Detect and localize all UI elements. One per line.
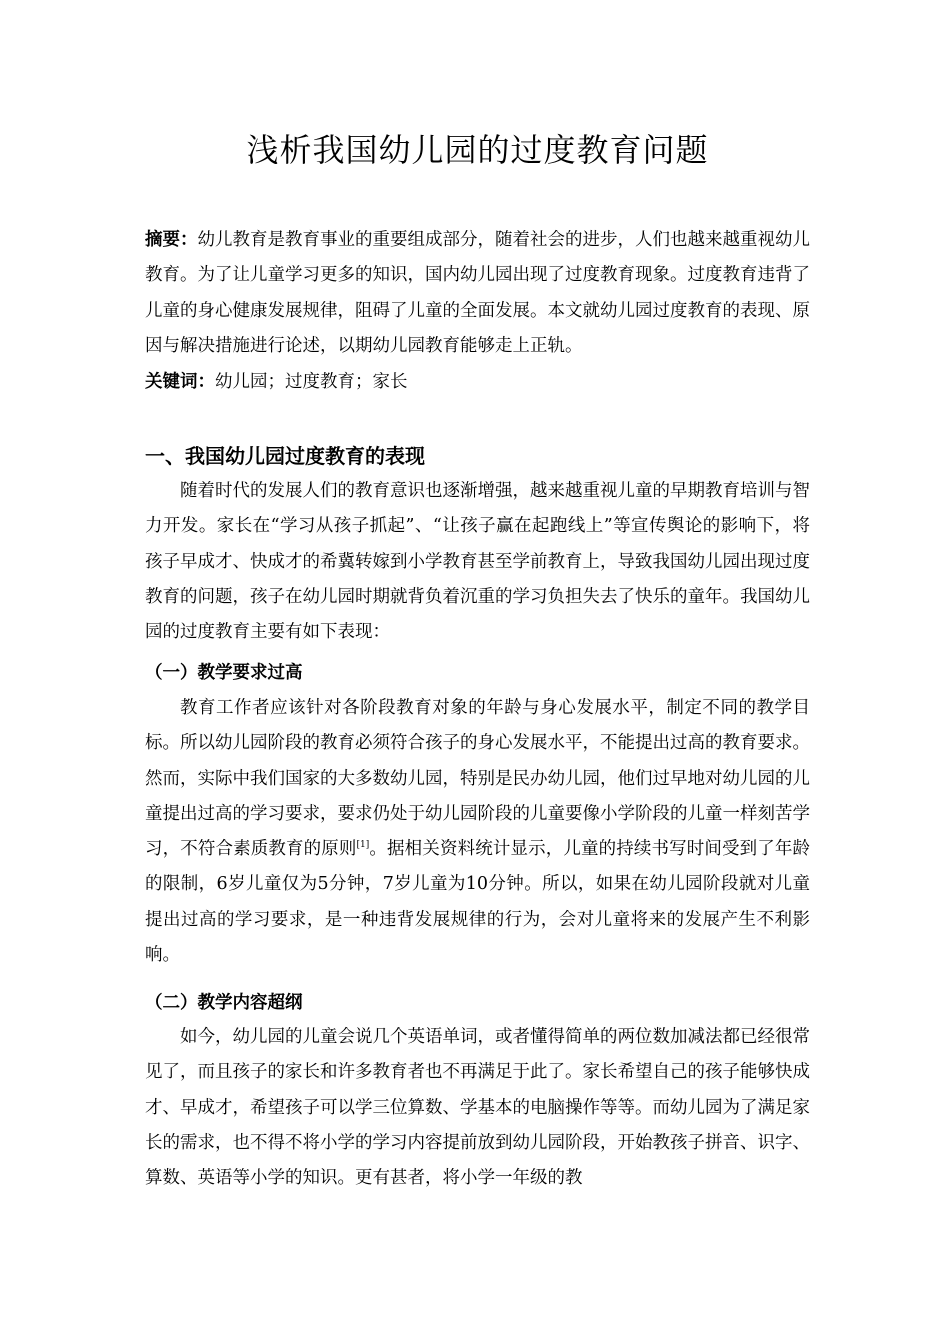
abstract-label: 摘要： (145, 230, 198, 250)
citation-ref[interactable]: [1] (356, 840, 370, 851)
keywords-text: 幼儿园；过度教育；家长 (215, 372, 408, 392)
keywords-label: 关键词： (145, 372, 215, 392)
keywords-paragraph (145, 365, 810, 400)
subsection-heading-1: （一）教学要求过高 (145, 663, 303, 683)
subsection-2-paragraph: 如今，幼儿园的儿童会说几个英语单词，或者懂得简单的两位数加减法都已经很常见了，而且孩子的家长和许多教育者也不再满足于此了。家长希望自己的孩子能够快成才、早成才，希望孩子可以学三位算数、学基本的电脑操作等等。而幼儿园为了满足家长的需求，也不得不将小学的学习内容提前放到幼儿园阶段，开始教孩子拼音、识字、算数、英语等小学的知识。更有甚者，将小学一年级的教 (145, 1027, 810, 1189)
subsection-heading-2: （二）教学内容超纲 (145, 993, 303, 1013)
section-intro-paragraph: 随着时代的发展人们的教育意识也逐渐增强，越来越重视儿童的早期教育培训与智力开发。家长在“学习从孩子抓起”、“让孩子赢在起跑线上”等宣传舆论的影响下，将孩子早成才、快成才的希冀转嫁到小学教育甚至学前教育上，导致我国幼儿园出现过度教育的问题，孩子在幼儿园时期就背负着沉重的学习负担失去了快乐的童年。我国幼儿园的过度教育主要有如下表现： (145, 481, 810, 643)
section-heading-1: 一、我国幼儿园过度教育的表现 (145, 444, 425, 468)
subsection-1-text-a: 教育工作者应该针对各阶段教育对象的年龄与身心发展水平，制定不同的教学目标。所以幼儿园阶段的教育必须符合孩子的身心发展水平，不能提出过高的教育要求。然而，实际中我们国家的大多数幼儿园，特别是民办幼儿园，他们过早地对幼儿园的儿童提出过高的学习要求，要求仍处于幼儿园阶段的儿童要像小学阶段的儿童一样刻苦学习，不符合素质教育的原则 (145, 698, 810, 860)
subsection-1-paragraph (145, 691, 810, 973)
subsection-1-text-b: 。据相关资料统计显示，儿童的持续书写时间受到了年龄的限制，6岁儿童仅为5分钟，7岁儿童为10分钟。所以，如果在幼儿园阶段就对儿童提出过高的学习要求，是一种违背发展规律的行为，会对儿童将来的发展产生不利影响。 (145, 839, 811, 966)
paper-title: 浅析我国幼儿园的过度教育问题 (246, 131, 709, 169)
abstract-text: 幼儿教育是教育事业的重要组成部分，随着社会的进步，人们也越来越重视幼儿教育。为了让儿童学习更多的知识，国内幼儿园出现了过度教育现象。过度教育违背了儿童的身心健康发展规律，阻碍了儿童的全面发展。本文就幼儿园过度教育的表现、原因与解决措施进行论述，以期幼儿园教育能够走上正轨。 (145, 230, 810, 356)
abstract-paragraph (145, 223, 810, 364)
